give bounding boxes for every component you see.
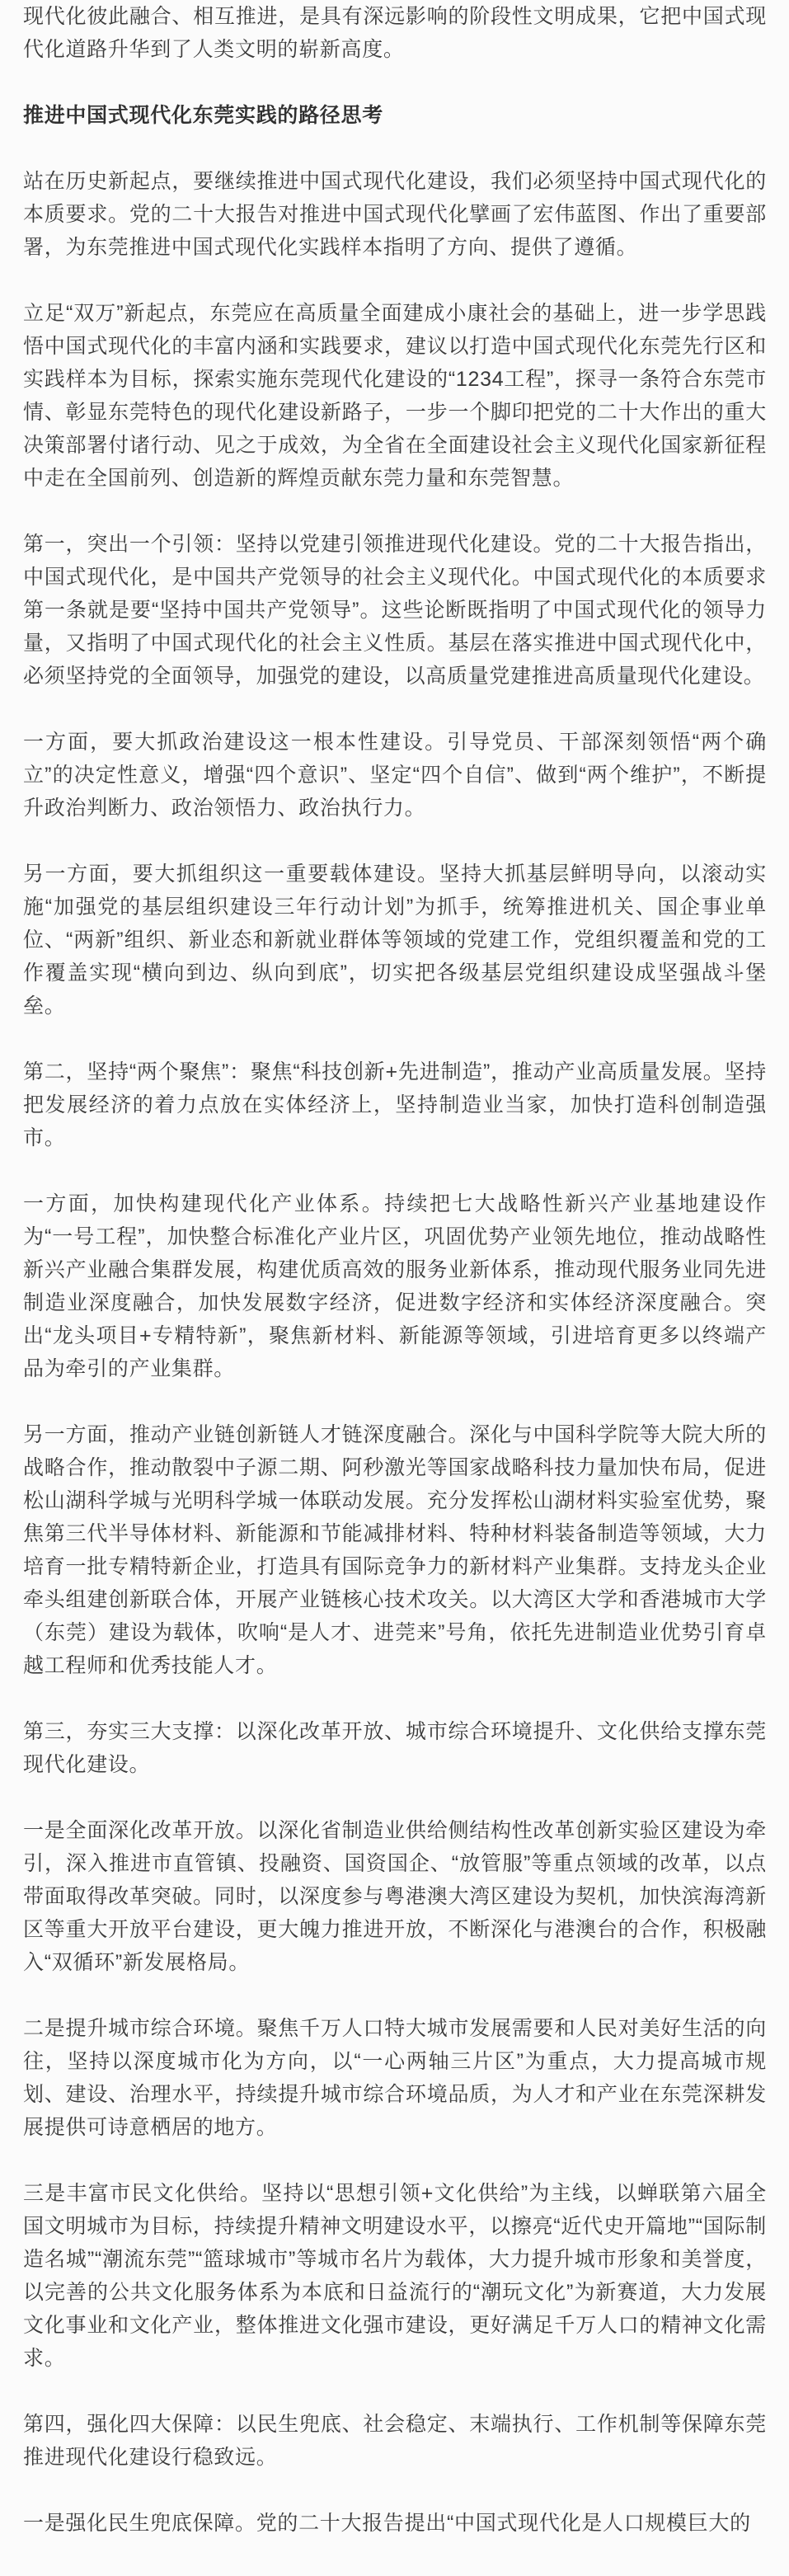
body-paragraph: 站在历史新起点，要继续推进中国式现代化建设，我们必须坚持中国式现代化的本质要求。党的二十大报告对推进中国式现代化擘画了宏伟蓝图、作出了重要部署，为东莞推进中国式现代化实践样本指明了方向、提供了遵循。 (23, 170, 767, 259)
body-paragraph: 另一方面，要大抓组织这一重要载体建设。坚持大抓基层鲜明导向，以滚动实施“加强党的基层组织建设三年行动计划”为抓手，统筹推进机关、国企事业单位、“两新”组织、新业态和新就业群体等领域的党建工作，党组织覆盖和党的工作覆盖实现“横向到边、纵向到底”，切实把各级基层党组织建设成坚强战斗堡垒。 (23, 863, 767, 1018)
lead-paragraph: 现代化彼此融合、相互推进，是具有深远影响的阶段性文明成果，它把中国式现代化道路升华到了人类文明的崭新高度。 (23, 5, 767, 61)
body-paragraph: 第三，夯实三大支撑：以深化改革开放、城市综合环境提升、文化供给支撑东莞现代化建设。 (23, 1720, 767, 1776)
body-paragraph: 一是强化民生兜底保障。党的二十大报告提出“中国式现代化是人口规模巨大的 (23, 2512, 751, 2535)
body-paragraph: 第二，坚持“两个聚焦”：聚焦“科技创新+先进制造”，推动产业高质量发展。坚持把发展经济的着力点放在实体经济上，坚持制造业当家，加快打造科创制造强市。 (23, 1060, 767, 1149)
body-paragraph: 一是全面深化改革开放。以深化省制造业供给侧结构性改革创新实验区建设为牵引，深入推进市直管镇、投融资、国资国企、“放管服”等重点领域的改革，以点带面取得改革突破。同时，以深度参与粤港澳大湾区建设为契机，加快滨海湾新区等重大开放平台建设，更大魄力推进开放，不断深化与港澳台的合作，积极融入“双循环”新发展格局。 (23, 1819, 767, 1974)
body-paragraph: 第一，突出一个引领：坚持以党建引领推进现代化建设。党的二十大报告指出，中国式现代化，是中国共产党领导的社会主义现代化。中国式现代化的本质要求第一条就是要“坚持中国共产党领导”。这些论断既指明了中国式现代化的领导力量，又指明了中国式现代化的社会主义性质。基层在落实推进中国式现代化中，必须坚持党的全面领导，加强党的建设，以高质量党建推进高质量现代化建设。 (23, 533, 767, 688)
body-paragraph: 另一方面，推动产业链创新链人才链深度融合。深化与中国科学院等大院大所的战略合作，推动散裂中子源二期、阿秒激光等国家战略科技力量加快布局，促进松山湖科学城与光明科学城一体联动发展。充分发挥松山湖材料实验室优势，聚焦第三代半导体材料、新能源和节能减排材料、特种材料装备制造等领域，大力培育一批专精特新企业，打造具有国际竞争力的新材料产业集群。支持龙头企业牵头组建创新联合体，开展产业链核心技术攻关。以大湾区大学和香港城市大学（东莞）建设为载体，吹响“是人才、进莞来”号角，依托先进制造业优势引育卓越工程师和优秀技能人才。 (23, 1423, 767, 1677)
article-content (23, 0, 767, 2540)
body-paragraph: 三是丰富市民文化供给。坚持以“思想引领+文化供给”为主线，以蝉联第六届全国文明城市为目标，持续提升精神文明建设水平，以擦亮“近代史开篇地”“国际制造名城”“潮流东莞”“篮球城市”等城市名片为载体，大力提升城市形象和美誉度，以完善的公共文化服务体系为本底和日益流行的“潮玩文化”为新赛道，大力发展文化事业和文化产业，整体推进文化强市建设，更好满足千万人口的精神文化需求。 (23, 2182, 767, 2370)
body-paragraph: 立足“双万”新起点，东莞应在高质量全面建成小康社会的基础上，进一步学思践悟中国式现代化的丰富内涵和实践要求，建议以打造中国式现代化东莞先行区和实践样本为目标，探索实施东莞现代化建设的“1234工程”，探寻一条符合东莞市情、彰显东莞特色的现代化建设新路子，一步一个脚印把党的二十大作出的重大决策部署付诸行动、见之于成效，为全省在全面建设社会主义现代化国家新征程中走在全国前列、创造新的辉煌贡献东莞力量和东莞智慧。 (23, 302, 767, 490)
body-paragraph: 二是提升城市综合环境。聚焦千万人口特大城市发展需要和人民对美好生活的向往，坚持以深度城市化为方向，以“一心两轴三片区”为重点，大力提高城市规划、建设、治理水平，持续提升城市综合环境品质，为人才和产业在东莞深耕发展提供可诗意栖居的地方。 (23, 2017, 767, 2139)
body-paragraph: 一方面，加快构建现代化产业体系。持续把七大战略性新兴产业基地建设作为“一号工程”，加快整合标准化产业片区，巩固优势产业领先地位，推动战略性新兴产业融合集群发展，构建优质高效的服务业新体系，推动现代服务业同先进制造业深度融合，加快发展数字经济，促进数字经济和实体经济深度融合。突出“龙头项目+专精特新”，聚焦新材料、新能源等领域，引进培育更多以终端产品为牵引的产业集群。 (23, 1192, 767, 1380)
body-paragraph: 一方面，要大抓政治建设这一根本性建设。引导党员、干部深刻领悟“两个确立”的决定性意义，增强“四个意识”、坚定“四个自信”、做到“两个维护”，不断提升政治判断力、政治领悟力、政治执行力。 (23, 731, 767, 820)
body-paragraph: 第四，强化四大保障：以民生兜底、社会稳定、末端执行、工作机制等保障东莞推进现代化建设行稳致远。 (23, 2413, 767, 2469)
section-heading: 推进中国式现代化东莞实践的路径思考 (23, 104, 383, 127)
